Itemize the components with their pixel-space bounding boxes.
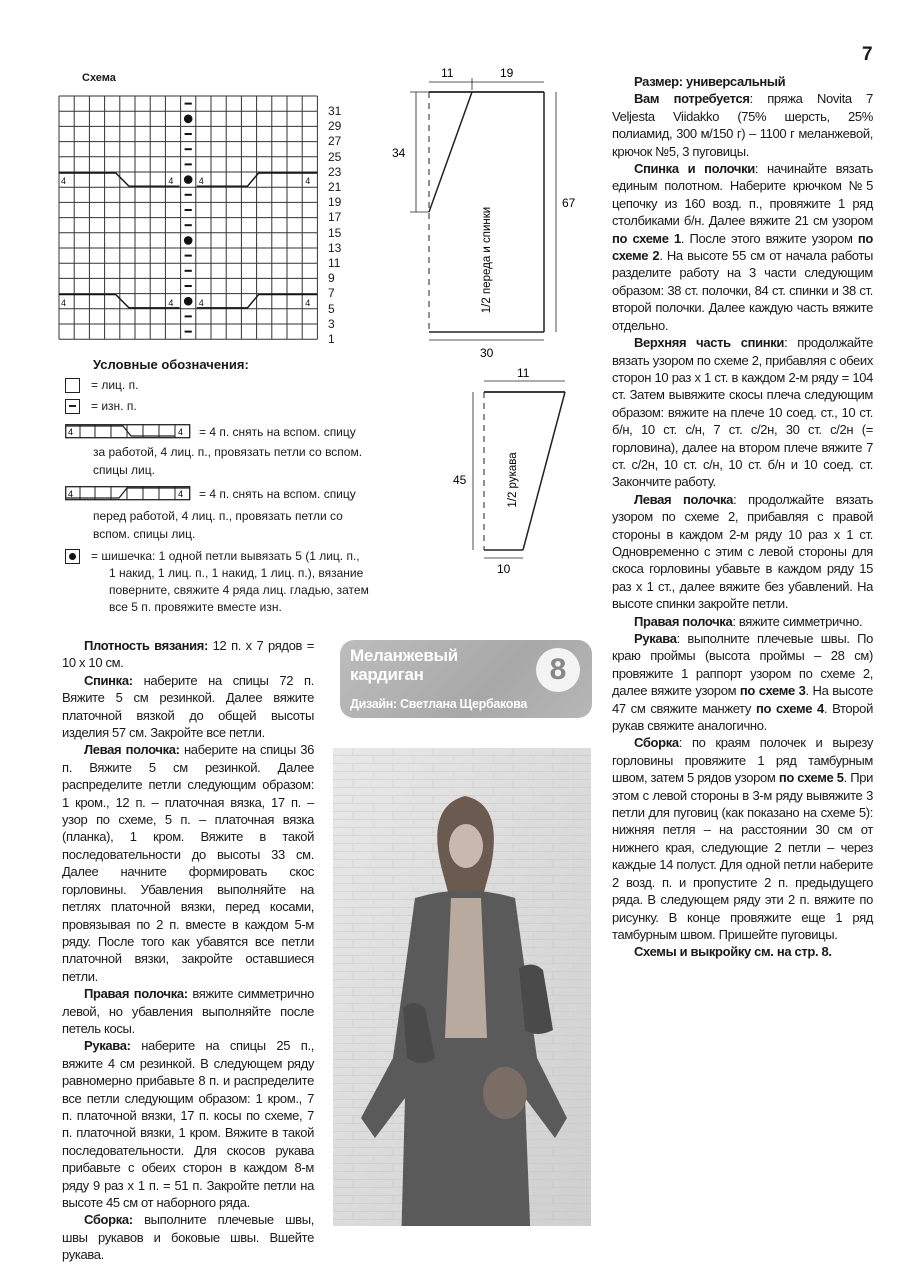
cable-count-label: 4 bbox=[168, 297, 174, 308]
section-heading: Левая полочка: bbox=[84, 742, 180, 758]
cable-count-label: 4 bbox=[178, 489, 184, 499]
bobble-mark bbox=[184, 297, 193, 306]
chart-row-number: 25 bbox=[328, 149, 342, 164]
section-text: наберите на спицы 72 п. Вяжите 5 см резинкой. Далее вяжите платочной вязкой до общей высоты изделия 57 см. Закройте все петли. bbox=[62, 672, 314, 741]
section-text: вяжите симметрично левой, но убавления выполняйте после петель косы. bbox=[62, 986, 314, 1036]
page-reference: Схемы и выкройку см. на стр. 8. bbox=[634, 944, 832, 960]
chart-row-number: 23 bbox=[328, 164, 342, 179]
bobble-mark bbox=[184, 115, 193, 124]
dim-neck-width: 11 bbox=[441, 66, 454, 80]
dim-width: 30 bbox=[480, 346, 494, 360]
legend-text: = лиц. п. bbox=[91, 378, 139, 392]
chart-row-number: 5 bbox=[328, 301, 335, 316]
chart-reference: по схеме 1 bbox=[612, 230, 681, 246]
page-number: 7 bbox=[862, 44, 873, 65]
chart-row-number: 31 bbox=[328, 104, 342, 118]
left-instructions bbox=[62, 637, 314, 1264]
chart-row-number: 3 bbox=[328, 316, 335, 331]
chart-row-number: 21 bbox=[328, 180, 342, 194]
legend-text: = изн. п. bbox=[91, 399, 137, 413]
legend-text: вспом. спицы лиц. bbox=[93, 527, 196, 541]
dim-sleeve-cuff: 10 bbox=[497, 562, 511, 576]
cable-count-label: 4 bbox=[168, 176, 174, 187]
chart-row-number: 15 bbox=[328, 225, 342, 240]
section-heading: Рукава: bbox=[84, 1038, 131, 1054]
legend-text: перед работой, 4 лиц. п., провязать петли со bbox=[93, 509, 343, 523]
legend-text: все 5 п. провяжите вместе изн. bbox=[109, 600, 282, 614]
cable-count-label: 4 bbox=[68, 489, 74, 499]
section-heading: Вам потребуется bbox=[634, 91, 750, 107]
chart-reference: по схеме 3 bbox=[739, 683, 806, 699]
cable-front-symbol-icon bbox=[65, 486, 191, 502]
section-text: . На высоте 47 см свяжите манжету bbox=[612, 683, 873, 716]
section-heading: Спинка: bbox=[84, 672, 133, 688]
size-heading: Размер: универсальный bbox=[634, 74, 786, 89]
project-banner bbox=[340, 640, 592, 718]
section-text: : продолжайте вязать узором по схеме 2, прибавляя с правой стороны в каждом 2-м ряду 10 раз х 1 ст. Одновременно с этим с левой стороны для скоса горловины убавьте в каждом ряду 15 раз х 1 ст., далее вяжите без убавлений. На высоте спинки закройте петли. bbox=[612, 491, 873, 612]
purl-stitch-symbol-icon bbox=[65, 399, 80, 414]
chart-row-number: 29 bbox=[328, 119, 342, 134]
section-heading: Сборка bbox=[634, 735, 679, 751]
dim-neck-depth: 34 bbox=[392, 146, 406, 160]
section-text: : пряжа Novita 7 Veljesta Viidakko (75% шерсть, 25% полиамид, 300 м/150 г) – 1100 г меланжевой, крючок №5, 3 пуговицы. bbox=[612, 91, 873, 159]
chart-row-number: 19 bbox=[328, 195, 342, 210]
sleeve-piece bbox=[473, 381, 565, 558]
project-title: Меланжевый кардиган bbox=[350, 646, 458, 684]
cable-count-label: 4 bbox=[198, 176, 204, 187]
section-text: 12 п. х 7 рядов = 10 х 10 см. bbox=[62, 638, 314, 671]
chart-reference: по схеме 2 bbox=[612, 230, 873, 264]
bobble-mark bbox=[184, 175, 193, 184]
designer-credit: Дизайн: Светлана Щербакова bbox=[350, 697, 528, 711]
chart-row-number: 27 bbox=[328, 134, 342, 149]
dim-shoulder: 19 bbox=[500, 66, 514, 80]
section-heading: Плотность вязания: bbox=[84, 638, 209, 653]
legend-text: поверните, свяжите 4 ряда лиц. гладью, затем bbox=[109, 583, 369, 597]
legend-text: спицы лиц. bbox=[93, 463, 155, 477]
legend-text: за работой, 4 лиц. п., провязать петли со вспом. bbox=[93, 445, 363, 459]
cable-count-label: 4 bbox=[61, 176, 67, 187]
cable-count-label: 4 bbox=[305, 176, 311, 187]
chart-row-number: 9 bbox=[328, 271, 335, 286]
chart-reference: по схеме 4 bbox=[755, 700, 824, 716]
section-heading: Сборка: bbox=[84, 1212, 133, 1228]
section-text: : продолжайте вязать узором по схеме 2, прибавляя с обеих сторон 10 раз х 1 ст. в каждом 2-м ряду = 104 ст. Затем вывяжите скосы плеча следующим образом: вяжите на плече 10 соед. ст., 10 ст. б/н, 10 ст. с/н, 7 ст. с/2н, 30 ст. с/2н (= горловина), далее на втором плече вяжите 7 ст. с/2н, 10 ст. с/н, 10 ст. б/н и 10 соед. ст. Закончите работу. bbox=[612, 335, 873, 490]
model-photo bbox=[333, 748, 591, 1226]
section-text: наберите на спицы 36 п. Вяжите 5 см резинкой. Далее распределите петли следующим образом: 1 кром., 12 п. – платочная вязка, 17 п. – узор по схеме, 5 п. – платочная вязка (планка), 1 кром. Вяжите в такой последовательности до высоты 33 см. Далее начните формировать скос горловины. Убавления выполняйте на петлях платочной вязки, перед косами, провязывая по 2 п. вместе в каждом 5-м ряду. После того как убавятся все петли платочной вязки, закройте оставшиеся петли. bbox=[62, 742, 314, 984]
section-text: : начинайте вязать единым полотном. Наберите крючком №5 цепочку из 160 возд. п., провяжите 1 ряд столбиками б/н. Далее вяжите 21 см узором bbox=[612, 161, 873, 229]
section-text: : по краям полочек и вырезу горловины провяжите 1 ряд тамбурным швом, затем 5 рядов узором bbox=[612, 735, 873, 786]
section-heading: Рукава bbox=[634, 631, 677, 646]
section-text: выполните плечевые швы, швы рукавов и боковые швы. Вшейте рукава. bbox=[62, 1212, 314, 1263]
section-heading: Левая полочка bbox=[634, 491, 734, 507]
section-text: . При этом с левой стороны в 3-м ряду вывяжите 3 петли для пуговиц (как показано на схеме 5): нижняя петля – на расстоянии 30 см от нижнего края, следующие 2 петли – через каждые 14 полуст. Для одной петли наберите 2 возд. п. и пропустите 2 п. предыдущего ряда. В следующем ряду эти 2 п. вяжите по рисунку. В конце провяжите еще 1 ряд тамбурным швом. Пришейте пуговицы. bbox=[612, 770, 873, 942]
sleeve-piece-label: 1/2 рукава bbox=[507, 452, 519, 508]
section-text: наберите на спицы 25 п., вяжите 4 см резинкой. В следующем ряду равномерно прибавьте 8 п. и распределите все петли следующим образом: 1 кром., 7 п. платочной вязки, 17 п. косы по схеме, 7 п. платочной вязки, 1 кром. Вяжите в такой последовательности. Для скосов рукава прибавьте с обеих сторон в каждом 8-м ряду 9 раз х 1 п. = 51 п. Закройте петли на высоте 45 см от наборного ряда. bbox=[62, 1038, 314, 1210]
right-instructions bbox=[612, 73, 873, 961]
legend-text: = 4 п. снять на вспом. спицу bbox=[199, 487, 356, 501]
cable-back-symbol-icon bbox=[65, 424, 191, 440]
section-heading: Спинка и полочки bbox=[634, 161, 755, 177]
chart-reference: по схеме 5 bbox=[778, 770, 844, 786]
knitting-chart bbox=[58, 95, 320, 342]
garment-schematic bbox=[380, 60, 600, 610]
section-heading: Верхняя часть спинки bbox=[634, 335, 785, 351]
dim-sleeve-top: 11 bbox=[517, 366, 530, 380]
knit-stitch-symbol-icon bbox=[65, 378, 80, 393]
legend-text: = 4 п. снять на вспом. спицу bbox=[199, 425, 356, 439]
chart-title: Схема bbox=[82, 72, 116, 84]
project-number-badge: 8 bbox=[536, 648, 580, 692]
section-text: . Второй рукав свяжите аналогично. bbox=[612, 700, 873, 734]
section-text: : выполните плечевые швы. По краю проймы (высота проймы – 28 см) провяжите 1 раппорт узором по схеме 2, далее вяжите узором bbox=[612, 631, 873, 699]
section-text: . После этого вяжите узором bbox=[680, 230, 858, 246]
chart-row-number: 13 bbox=[328, 240, 342, 255]
cable-count-label: 4 bbox=[198, 297, 204, 308]
legend-text: = шишечка: 1 одной петли вывязать 5 (1 лиц. п., bbox=[91, 549, 360, 563]
legend-text: 1 накид, 1 лиц. п., 1 накид, 1 лиц. п.), вязание bbox=[109, 566, 364, 580]
section-heading: Правая полочка: bbox=[84, 986, 188, 1002]
cable-count-label: 4 bbox=[61, 297, 67, 308]
section-heading: Правая полочка bbox=[634, 613, 733, 629]
dim-height: 67 bbox=[562, 196, 576, 210]
cable-count-label: 4 bbox=[305, 297, 311, 308]
chart-row-number: 17 bbox=[328, 210, 342, 225]
cable-count-label: 4 bbox=[68, 427, 74, 437]
chart-row-number: 7 bbox=[328, 286, 335, 301]
body-piece-label: 1/2 переда и спинки bbox=[481, 206, 493, 314]
chart-row-number: 11 bbox=[328, 256, 341, 270]
bobble-mark bbox=[184, 236, 193, 245]
dim-sleeve-length: 45 bbox=[453, 473, 467, 487]
bobble-symbol-icon bbox=[65, 549, 80, 564]
chart-row-number: 1 bbox=[328, 332, 335, 346]
legend-title: Условные обозначения: bbox=[93, 357, 249, 372]
section-text: . На высоте 55 см от начала работы разделите работу на 3 части следующим образом: 38 ст. полочки, 84 ст. спинки и 38 ст. второй полочки. Далее каждую часть вяжите отдельно. bbox=[612, 248, 873, 333]
section-text: : вяжите симметрично. bbox=[732, 613, 863, 629]
cable-count-label: 4 bbox=[178, 427, 184, 437]
